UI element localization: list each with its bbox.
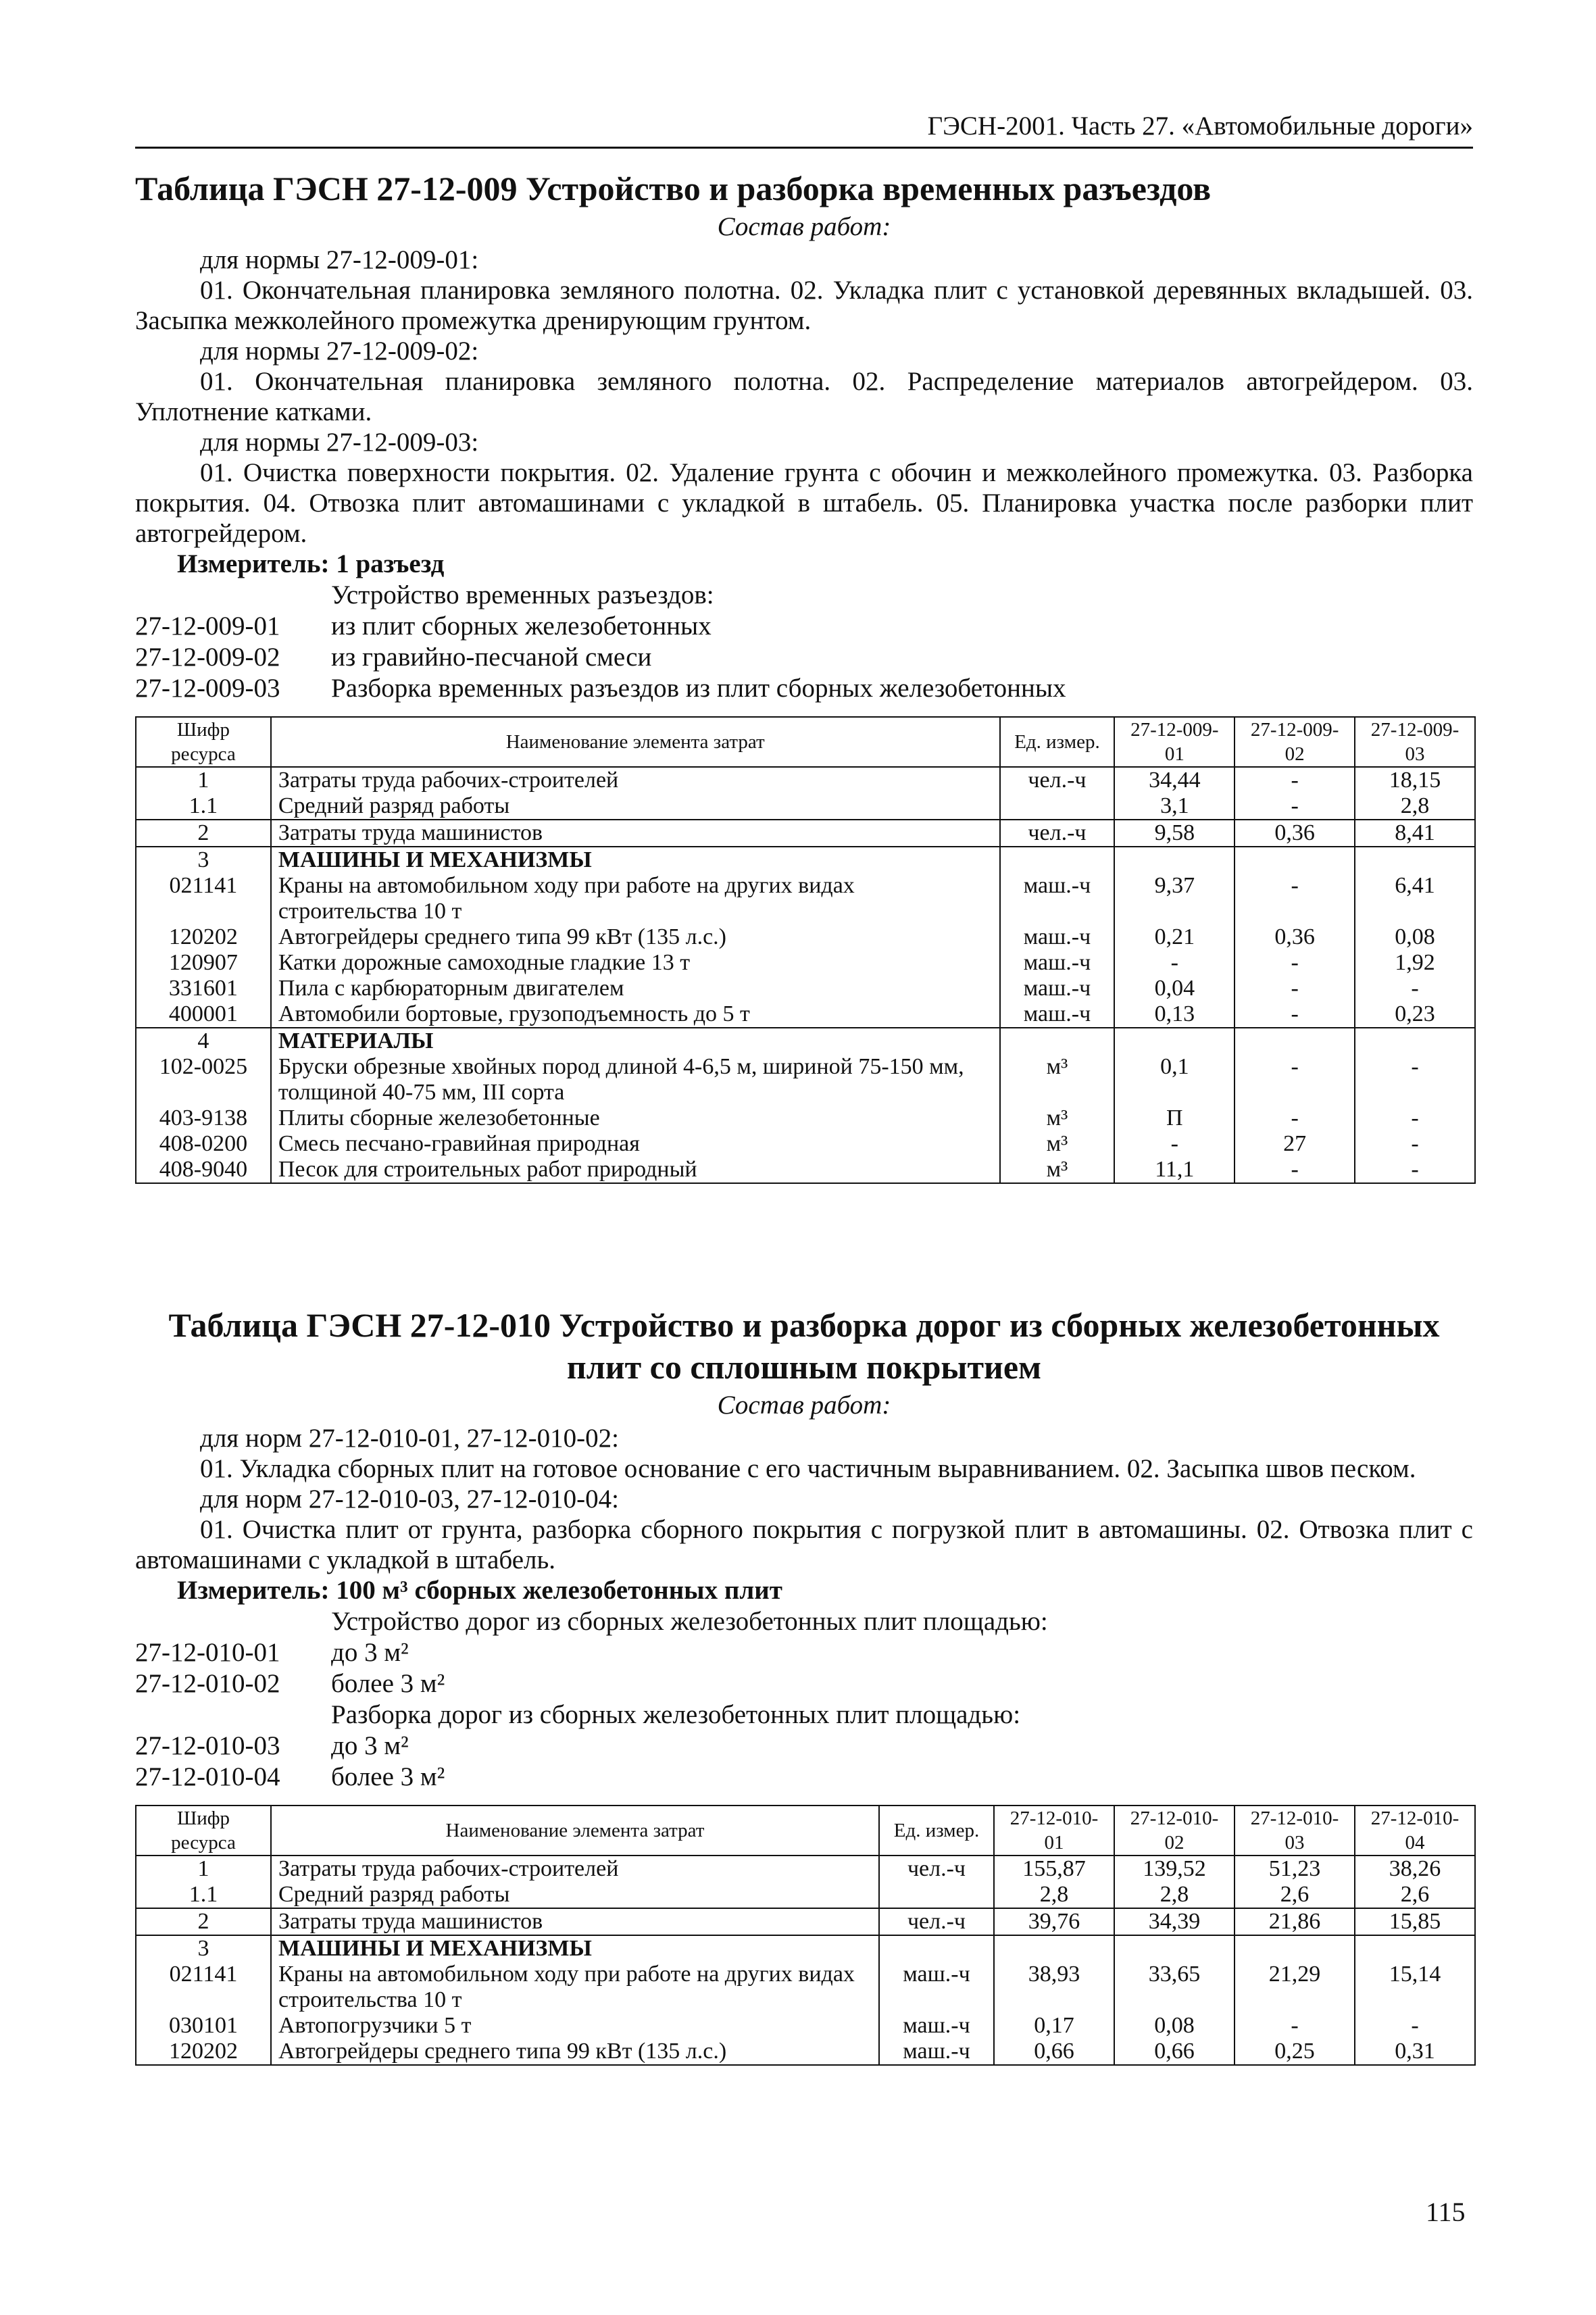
cell-v1: 11,1 xyxy=(1114,1157,1235,1183)
cell-v3: 1,92 xyxy=(1355,950,1475,976)
cell-v2 xyxy=(1114,1935,1235,1962)
cell-unit: маш.-ч xyxy=(879,2013,994,2039)
cell-unit: маш.-ч xyxy=(1000,1001,1115,1028)
cell-code: 1 xyxy=(136,1856,271,1882)
cell-name: Автогрейдеры среднего типа 99 кВт (135 л.с.) xyxy=(271,2039,879,2065)
work-text-2: 01. Окончательная планировка земляного полотна. 02. Распределение материалов автогрейдером. 03. Уплотнение катками. xyxy=(135,367,1473,426)
variant-text: из плит сборных железобетонных xyxy=(331,612,712,641)
table-header-row xyxy=(136,717,1475,767)
cell-v1: П xyxy=(1114,1105,1235,1131)
col-header: Шифр ресурса xyxy=(136,1806,271,1856)
cell-code: 408-0200 xyxy=(136,1131,271,1157)
cell-unit: м³ xyxy=(1000,1054,1115,1105)
cell-v3: - xyxy=(1355,1131,1475,1157)
variant-row xyxy=(135,1637,1473,1668)
cell-v1: - xyxy=(1114,1131,1235,1157)
cell-v2: - xyxy=(1235,1054,1355,1105)
work-text-1: 01. Укладка сборных плит на готовое основание с его частичным выравниванием. 02. Засыпка швов песком. xyxy=(200,1454,1416,1483)
cell-unit: м³ xyxy=(1000,1157,1115,1183)
norm-label-2: для норм 27-12-010-03, 27-12-010-04: xyxy=(200,1485,619,1514)
cell-v3: 21,86 xyxy=(1235,1908,1355,1935)
variant-row xyxy=(135,1731,1473,1762)
cell-name: Автогрейдеры среднего типа 99 кВт (135 л.с.) xyxy=(271,924,1000,950)
cell-v2: 139,52 xyxy=(1114,1856,1235,1882)
cell-v3: - xyxy=(1355,1105,1475,1131)
cell-unit xyxy=(1000,847,1115,873)
variants-heading: Разборка дорог из сборных железобетонных плит площадью: xyxy=(331,1700,1021,1729)
table-row xyxy=(136,1105,1475,1131)
cell-name: Средний разряд работы xyxy=(271,1882,879,1908)
cell-code: 403-9138 xyxy=(136,1105,271,1131)
variant-text: более 3 м² xyxy=(331,1669,445,1698)
norm-label-3: для нормы 27-12-009-03: xyxy=(200,428,479,457)
table-010-title-line1: Таблица ГЭСН 27-12-010 Устройство и разборка дорог из сборных железобетонных xyxy=(168,1306,1440,1344)
cell-v2: 27 xyxy=(1235,1131,1355,1157)
col-header: Ед. измер. xyxy=(879,1806,994,1856)
cell-unit: чел.-ч xyxy=(1000,820,1115,847)
table-row xyxy=(136,1131,1475,1157)
cell-v2: - xyxy=(1235,976,1355,1001)
cell-v4 xyxy=(1355,1935,1475,1962)
cell-name: МАШИНЫ И МЕХАНИЗМЫ xyxy=(271,847,1000,873)
variant-code: 27-12-010-03 xyxy=(135,1731,280,1760)
table-row xyxy=(136,1882,1475,1908)
cell-code: 021141 xyxy=(136,1962,271,2013)
cell-name: Песок для строительных работ природный xyxy=(271,1157,1000,1183)
cell-name: Средний разряд работы xyxy=(271,793,1000,820)
variant-code: 27-12-009-02 xyxy=(135,643,280,672)
norm-label-1: для нормы 27-12-009-01: xyxy=(200,245,479,274)
variants-heading: Устройство временных разъездов: xyxy=(331,580,714,609)
cell-v3: - xyxy=(1355,976,1475,1001)
cell-v4: 15,85 xyxy=(1355,1908,1475,1935)
cell-v1: 38,93 xyxy=(994,1962,1114,2013)
cell-v3 xyxy=(1355,1028,1475,1054)
cell-v1: 2,8 xyxy=(994,1882,1114,1908)
norm-label-2: для нормы 27-12-009-02: xyxy=(200,337,479,366)
work-text-1: 01. Окончательная планировка земляного полотна. 02. Укладка плит с установкой деревянных вкладышей. 03. Засыпка межколейного промежутка дренирующим грунтом. xyxy=(135,276,1473,335)
cell-v2: - xyxy=(1235,1157,1355,1183)
variant-code: 27-12-010-02 xyxy=(135,1669,280,1698)
variant-row xyxy=(135,1668,1473,1699)
col-header: 27-12-009-01 xyxy=(1114,717,1235,767)
cell-unit: маш.-ч xyxy=(879,1962,994,2013)
cell-v1: 9,58 xyxy=(1114,820,1235,847)
table-row xyxy=(136,950,1475,976)
table-row xyxy=(136,820,1475,847)
cell-code: 4 xyxy=(136,1028,271,1054)
cell-name: Плиты сборные железобетонные xyxy=(271,1105,1000,1131)
cell-v1: 34,44 xyxy=(1114,767,1235,793)
cell-v2: 2,8 xyxy=(1114,1882,1235,1908)
variant-row xyxy=(135,642,1473,673)
table-010-section xyxy=(135,1304,1473,2066)
cell-code: 102-0025 xyxy=(136,1054,271,1105)
cell-v3: - xyxy=(1235,2013,1355,2039)
variant-text: из гравийно-песчаной смеси xyxy=(331,643,652,672)
cell-v1: 0,1 xyxy=(1114,1054,1235,1105)
table-010-title-line2: плит со сплошным покрытием xyxy=(566,1348,1042,1386)
cell-v2: 0,66 xyxy=(1114,2039,1235,2065)
cell-name: Краны на автомобильном ходу при работе на других видах строительства 10 т xyxy=(271,1962,879,2013)
variant-row xyxy=(135,673,1473,704)
cell-unit: маш.-ч xyxy=(1000,924,1115,950)
cell-unit xyxy=(879,1882,994,1908)
variant-code: 27-12-010-04 xyxy=(135,1762,280,1791)
cell-v2: 34,39 xyxy=(1114,1908,1235,1935)
cell-v1: - xyxy=(1114,950,1235,976)
cell-v2: - xyxy=(1235,950,1355,976)
cell-code: 400001 xyxy=(136,1001,271,1028)
cell-code: 1.1 xyxy=(136,1882,271,1908)
table-row xyxy=(136,1856,1475,1882)
cell-v2: 0,36 xyxy=(1235,820,1355,847)
cell-code: 2 xyxy=(136,820,271,847)
table-row xyxy=(136,1962,1475,2013)
table-row xyxy=(136,1001,1475,1028)
cell-code: 120202 xyxy=(136,924,271,950)
page-number: 115 xyxy=(1426,2197,1466,2227)
cell-v3: - xyxy=(1355,1157,1475,1183)
col-header: Ед. измер. xyxy=(1000,717,1115,767)
variant-code: 27-12-009-01 xyxy=(135,612,280,641)
cell-v2: 33,65 xyxy=(1114,1962,1235,2013)
work-text-2: 01. Очистка плит от грунта, разборка сборного покрытия с погрузкой плит в автомашины. 02. Отвозка плит с автомашинами с укладкой в штабель. xyxy=(135,1515,1473,1574)
cell-v1: 0,21 xyxy=(1114,924,1235,950)
cell-unit: маш.-ч xyxy=(1000,976,1115,1001)
cell-v3: 51,23 xyxy=(1235,1856,1355,1882)
cell-v4: - xyxy=(1355,2013,1475,2039)
table-row xyxy=(136,1028,1475,1054)
cell-code: 030101 xyxy=(136,2013,271,2039)
table-row xyxy=(136,767,1475,793)
table-header-row xyxy=(136,1806,1475,1856)
table-009-section xyxy=(135,168,1473,1184)
cell-unit: маш.-ч xyxy=(1000,873,1115,924)
table-row xyxy=(136,924,1475,950)
cell-code: 3 xyxy=(136,847,271,873)
table-row xyxy=(136,1908,1475,1935)
resource-table-010 xyxy=(135,1805,1476,2066)
cell-name: Краны на автомобильном ходу при работе на других видах строительства 10 т xyxy=(271,873,1000,924)
variants-heading: Устройство дорог из сборных железобетонных плит площадью: xyxy=(331,1607,1048,1636)
cell-v1: 0,04 xyxy=(1114,976,1235,1001)
cell-name: Затраты труда машинистов xyxy=(271,820,1000,847)
col-header: Наименование элемента затрат xyxy=(271,1806,879,1856)
cell-name: Затраты труда машинистов xyxy=(271,1908,879,1935)
col-header: Шифр ресурса xyxy=(136,717,271,767)
cell-v2: 0,36 xyxy=(1235,924,1355,950)
table-row xyxy=(136,976,1475,1001)
cell-unit: маш.-ч xyxy=(1000,950,1115,976)
cell-v1 xyxy=(994,1935,1114,1962)
variant-text: более 3 м² xyxy=(331,1762,445,1791)
cell-v2: - xyxy=(1235,1001,1355,1028)
cell-v3: 2,8 xyxy=(1355,793,1475,820)
cell-v1 xyxy=(1114,1028,1235,1054)
cell-unit xyxy=(1000,1028,1115,1054)
cell-v3: 2,6 xyxy=(1235,1882,1355,1908)
variant-code: 27-12-010-01 xyxy=(135,1638,280,1667)
cell-name: МАШИНЫ И МЕХАНИЗМЫ xyxy=(271,1935,879,1962)
table-row xyxy=(136,2039,1475,2065)
cell-name: Затраты труда рабочих-строителей xyxy=(271,1856,879,1882)
cell-v2: - xyxy=(1235,873,1355,924)
table-row xyxy=(136,873,1475,924)
col-header: 27-12-010-03 xyxy=(1235,1806,1355,1856)
cell-v4: 15,14 xyxy=(1355,1962,1475,2013)
cell-unit: чел.-ч xyxy=(1000,767,1115,793)
norm-label-1: для норм 27-12-010-01, 27-12-010-02: xyxy=(200,1424,619,1453)
cell-name: Пила с карбюраторным двигателем xyxy=(271,976,1000,1001)
cell-v1: 0,66 xyxy=(994,2039,1114,2065)
cell-unit: м³ xyxy=(1000,1105,1115,1131)
cell-code: 3 xyxy=(136,1935,271,1962)
table-009-subtitle: Состав работ: xyxy=(717,212,891,241)
cell-code: 408-9040 xyxy=(136,1157,271,1183)
cell-v4: 38,26 xyxy=(1355,1856,1475,1882)
cell-v2: 0,08 xyxy=(1114,2013,1235,2039)
cell-unit: маш.-ч xyxy=(879,2039,994,2065)
table-row xyxy=(136,1935,1475,1962)
cell-v1: 155,87 xyxy=(994,1856,1114,1882)
cell-v2: - xyxy=(1235,767,1355,793)
cell-code: 021141 xyxy=(136,873,271,924)
cell-v2 xyxy=(1235,847,1355,873)
cell-v3 xyxy=(1355,847,1475,873)
cell-v2 xyxy=(1235,1028,1355,1054)
cell-code: 1 xyxy=(136,767,271,793)
cell-v3: 8,41 xyxy=(1355,820,1475,847)
cell-v3: 6,41 xyxy=(1355,873,1475,924)
col-header: 27-12-010-01 xyxy=(994,1806,1114,1856)
col-header: 27-12-009-03 xyxy=(1355,717,1475,767)
variant-row xyxy=(135,611,1473,642)
cell-unit: чел.-ч xyxy=(879,1908,994,1935)
cell-name: МАТЕРИАЛЫ xyxy=(271,1028,1000,1054)
cell-v3: 0,08 xyxy=(1355,924,1475,950)
cell-v2: - xyxy=(1235,1105,1355,1131)
table-row xyxy=(136,2013,1475,2039)
cell-unit: м³ xyxy=(1000,1131,1115,1157)
resource-table-009 xyxy=(135,716,1476,1184)
table-row xyxy=(136,793,1475,820)
cell-code: 120907 xyxy=(136,950,271,976)
cell-unit xyxy=(1000,793,1115,820)
variant-text: до 3 м² xyxy=(331,1638,409,1667)
cell-name: Смесь песчано-гравийная природная xyxy=(271,1131,1000,1157)
cell-code: 1.1 xyxy=(136,793,271,820)
col-header: 27-12-010-02 xyxy=(1114,1806,1235,1856)
cell-v3 xyxy=(1235,1935,1355,1962)
variant-code: 27-12-009-03 xyxy=(135,674,280,703)
cell-code: 331601 xyxy=(136,976,271,1001)
variant-text: до 3 м² xyxy=(331,1731,409,1760)
cell-v4: 2,6 xyxy=(1355,1882,1475,1908)
cell-name: Затраты труда рабочих-строителей xyxy=(271,767,1000,793)
cell-v3: - xyxy=(1355,1054,1475,1105)
col-header: Наименование элемента затрат xyxy=(271,717,1000,767)
cell-code: 120202 xyxy=(136,2039,271,2065)
cell-v1: 0,17 xyxy=(994,2013,1114,2039)
cell-v3: 0,23 xyxy=(1355,1001,1475,1028)
table-010-subtitle: Состав работ: xyxy=(717,1391,891,1420)
cell-unit xyxy=(879,1935,994,1962)
cell-v1: 39,76 xyxy=(994,1908,1114,1935)
variants-list xyxy=(135,580,1473,704)
cell-name: Автомобили бортовые, грузоподъемность до 5 т xyxy=(271,1001,1000,1028)
cell-v1 xyxy=(1114,847,1235,873)
measure-unit: Измеритель: 1 разъезд xyxy=(177,549,445,578)
table-010-title xyxy=(135,1304,1473,1388)
table-row xyxy=(136,1054,1475,1105)
cell-v1: 9,37 xyxy=(1114,873,1235,924)
cell-v1: 0,13 xyxy=(1114,1001,1235,1028)
cell-v3: 21,29 xyxy=(1235,1962,1355,2013)
cell-code: 2 xyxy=(136,1908,271,1935)
cell-name: Катки дорожные самоходные гладкие 13 т xyxy=(271,950,1000,976)
measure-unit: Измеритель: 100 м³ сборных железобетонных плит xyxy=(177,1576,782,1605)
variant-row xyxy=(135,1762,1473,1793)
col-header: 27-12-010-04 xyxy=(1355,1806,1475,1856)
col-header: 27-12-009-02 xyxy=(1235,717,1355,767)
cell-v3: 0,25 xyxy=(1235,2039,1355,2065)
variant-text: Разборка временных разъездов из плит сборных железобетонных xyxy=(331,674,1066,703)
running-header: ГЭСН-2001. Часть 27. «Автомобильные дороги» xyxy=(135,111,1473,149)
cell-v3: 18,15 xyxy=(1355,767,1475,793)
table-row xyxy=(136,847,1475,873)
cell-unit: чел.-ч xyxy=(879,1856,994,1882)
variants-list xyxy=(135,1606,1473,1793)
cell-name: Автопогрузчики 5 т xyxy=(271,2013,879,2039)
table-009-title: Таблица ГЭСН 27-12-009 Устройство и разборка временных разъездов xyxy=(135,170,1212,207)
cell-name: Бруски обрезные хвойных пород длиной 4-6,5 м, шириной 75-150 мм, толщиной 40-75 мм, III сорта xyxy=(271,1054,1000,1105)
cell-v1: 3,1 xyxy=(1114,793,1235,820)
cell-v2: - xyxy=(1235,793,1355,820)
cell-v4: 0,31 xyxy=(1355,2039,1475,2065)
table-row xyxy=(136,1157,1475,1183)
work-text-3: 01. Очистка поверхности покрытия. 02. Удаление грунта с обочин и межколейного промежутка. 03. Разборка покрытия. 04. Отвозка плит автомашинами с укладкой в штабель. 05. Планировка участка после разборки плит автогрейдером. xyxy=(135,458,1473,548)
